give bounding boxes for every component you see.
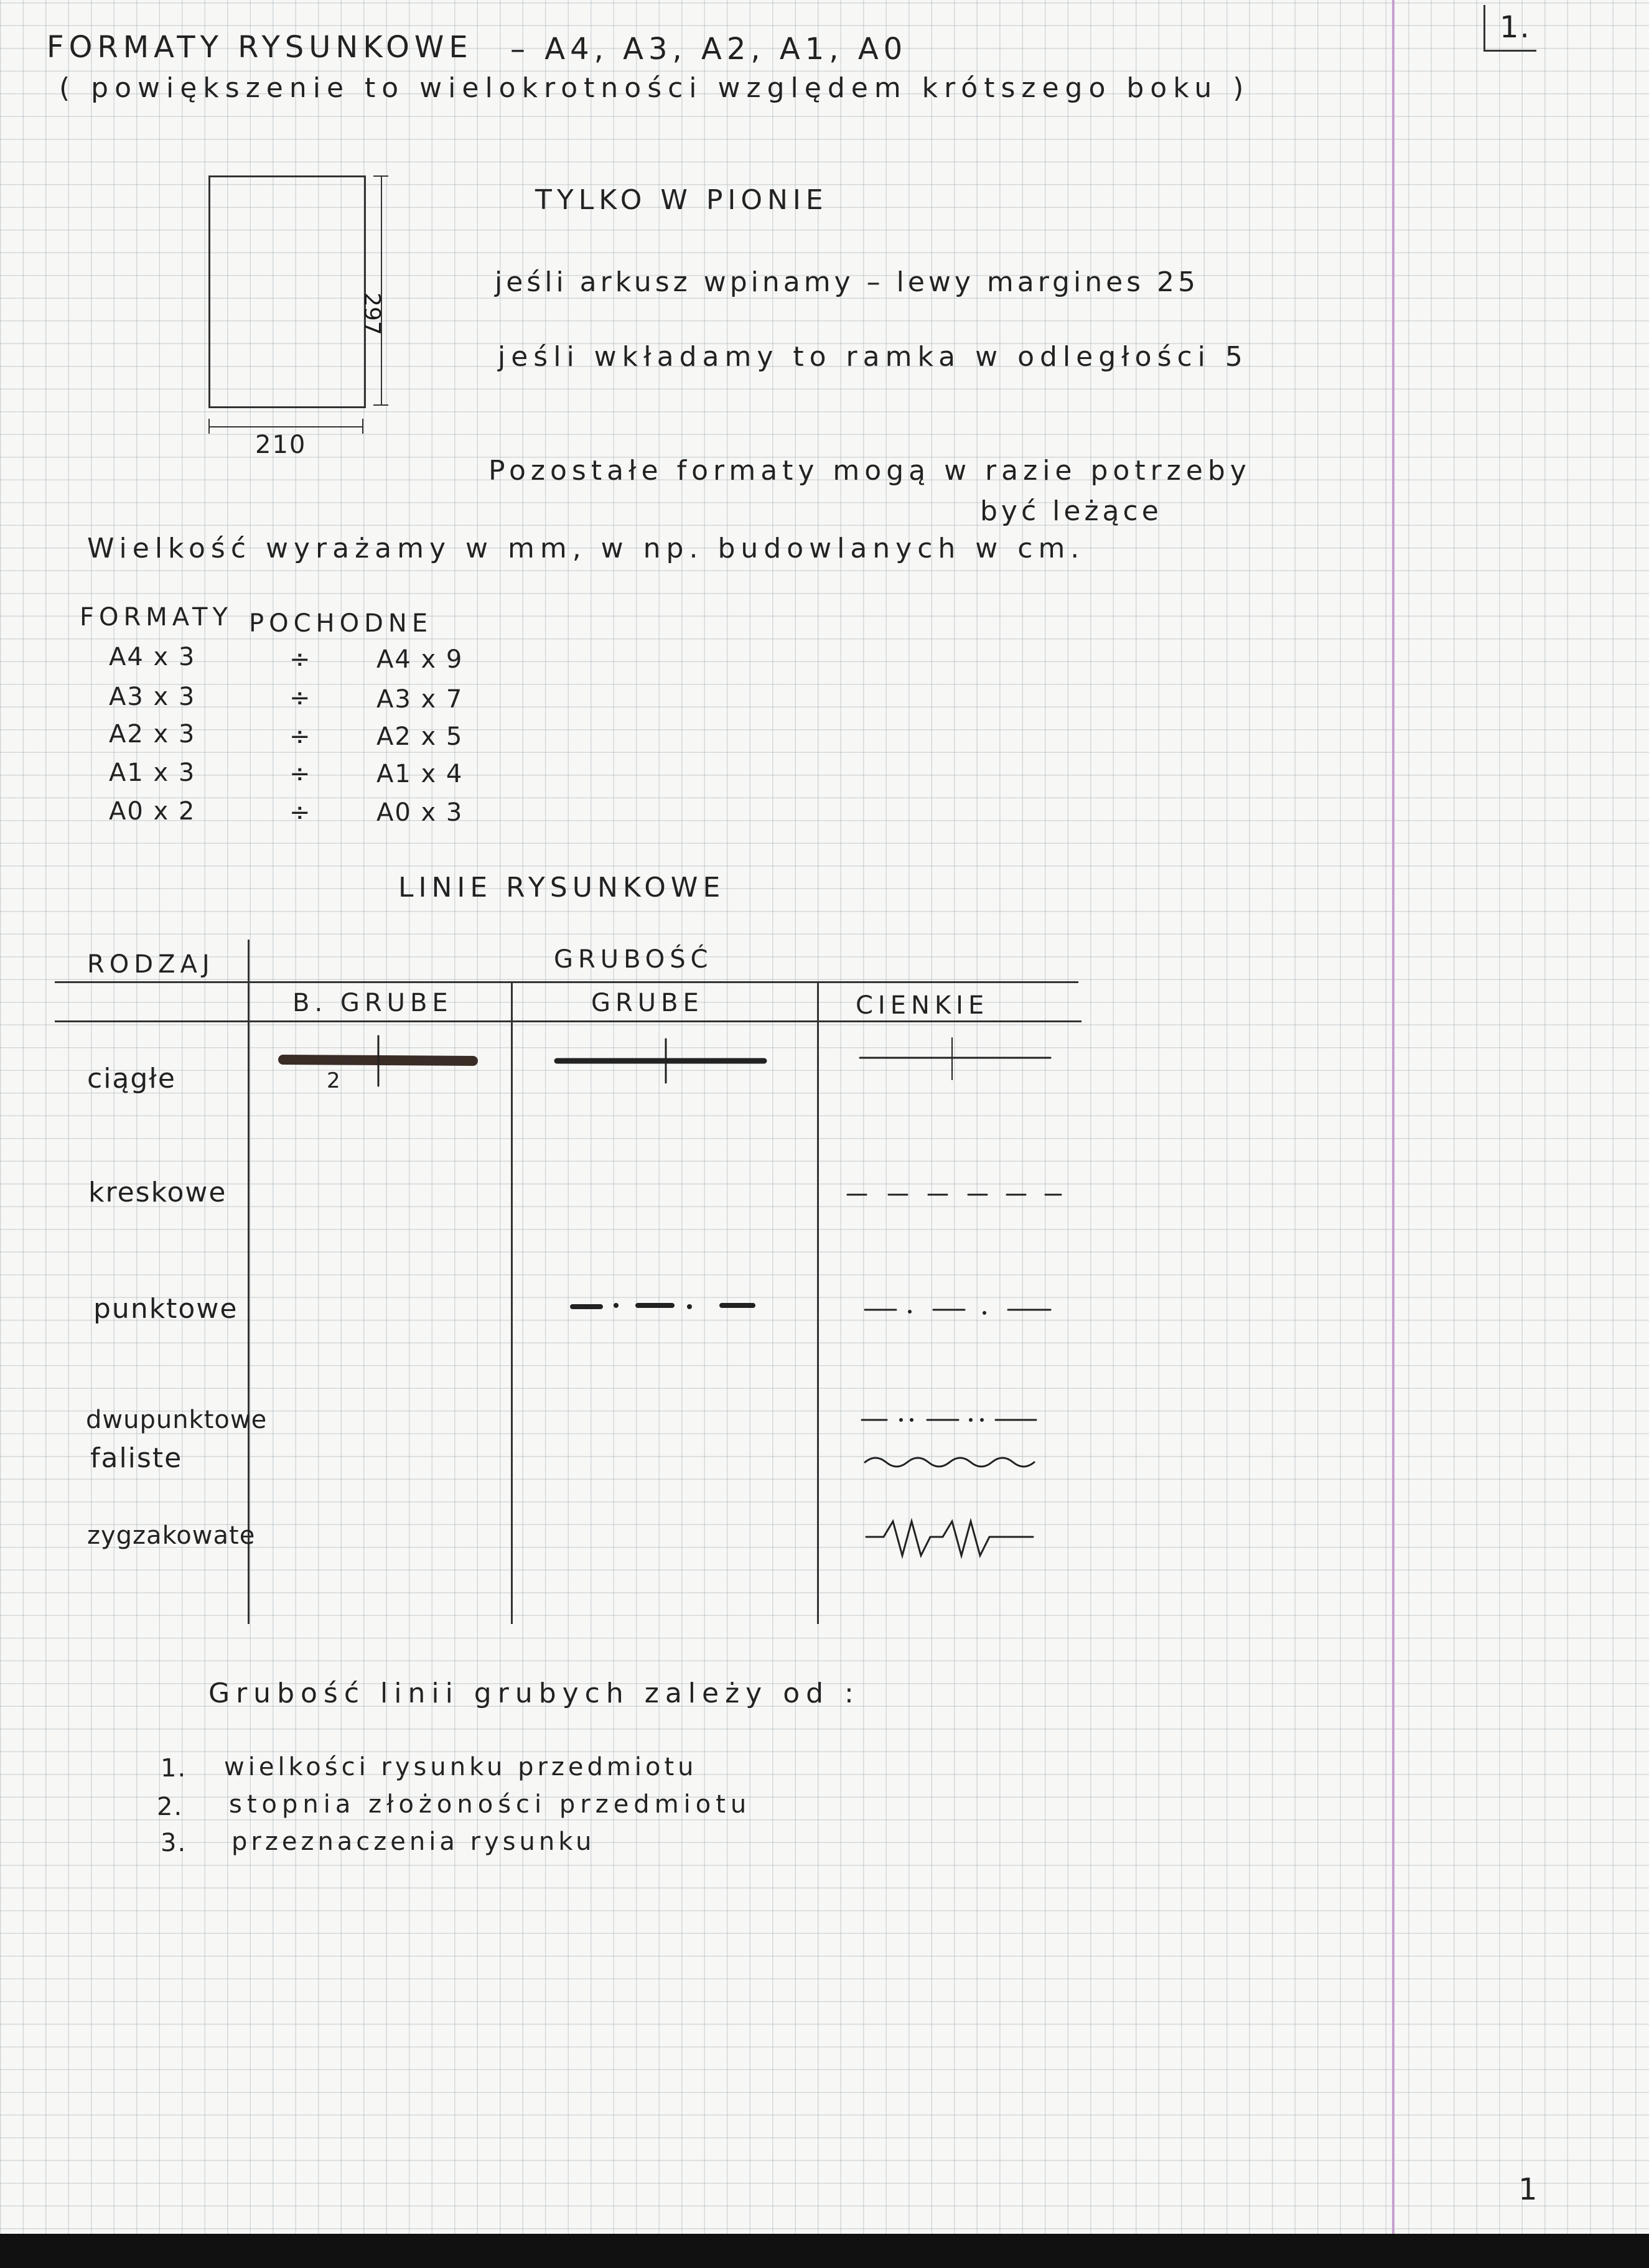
row-dotted: punktowe	[93, 1293, 238, 1325]
row-continuous: ciągłe	[87, 1063, 176, 1094]
derived-header-derived: POCHODNE	[249, 609, 433, 638]
derived-row-right: A2 x 5	[376, 722, 464, 751]
page-number-top: 1.	[1500, 10, 1531, 45]
list-item: przeznaczenia rysunku	[231, 1827, 596, 1856]
divide-sign: ÷	[289, 798, 312, 827]
dot	[899, 1418, 903, 1422]
row-double-dotted: dwupunktowe	[86, 1406, 268, 1434]
thick-line-dimension: 2	[327, 1068, 342, 1093]
page-number-bottom: 1	[1518, 2172, 1539, 2207]
scan-edge	[0, 2234, 1649, 2268]
thin-wavy-line	[865, 1458, 1034, 1467]
list-number: 2.	[157, 1793, 184, 1821]
a4-height-label: 297	[359, 292, 385, 335]
derived-row-left: A3 x 3	[109, 683, 196, 711]
row-wavy: faliste	[90, 1442, 183, 1474]
dot	[908, 1310, 912, 1314]
derived-row-left: A1 x 3	[109, 758, 196, 787]
lines-table-title: LINIE RYSUNKOWE	[398, 872, 726, 903]
thin-zigzag-line	[866, 1521, 1033, 1556]
divide-sign: ÷	[289, 760, 312, 788]
derived-row-left: A4 x 3	[109, 643, 196, 671]
other-formats-note: Pozostałe formaty mogą w razie potrzeby	[488, 455, 1251, 487]
heading-formats: – A4, A3, A2, A1, A0	[510, 32, 908, 67]
derived-row-right: A4 x 9	[376, 645, 464, 674]
punched-sheet-note: jeśli arkusz wpinamy – lewy margines 25	[495, 266, 1200, 298]
types-header: RODZAJ	[87, 950, 215, 979]
list-number: 1.	[161, 1754, 187, 1783]
dot	[980, 1418, 984, 1422]
thickness-header: GRUBOŚĆ	[554, 945, 713, 974]
divide-sign: ÷	[289, 722, 312, 751]
heading-note: ( powiększenie to wielokrotności względem krótszego boku )	[59, 72, 1250, 104]
divide-sign: ÷	[289, 645, 312, 674]
dot	[614, 1303, 619, 1308]
thick-dot-dash-line	[572, 1305, 753, 1307]
derived-row-left: A0 x 2	[109, 797, 196, 826]
derived-row-right: A1 x 4	[376, 760, 464, 788]
units-note: Wielkość wyrażamy w mm, w np. budowlanych w cm.	[87, 533, 1085, 564]
row-zigzag: zygzakowate	[87, 1521, 256, 1550]
column-thick: GRUBE	[591, 989, 704, 1017]
column-thin: CIENKIE	[856, 991, 989, 1020]
derived-row-right: A3 x 7	[376, 685, 464, 714]
heading-title: FORMATY RYSUNKOWE	[47, 30, 473, 65]
derived-row-left: A2 x 3	[109, 720, 196, 749]
column-very-thick: B. GRUBE	[292, 989, 453, 1017]
inserted-sheet-note: jeśli wkładamy to ramka w odległości 5	[498, 341, 1248, 373]
dot	[687, 1304, 692, 1309]
list-number: 3.	[161, 1829, 187, 1857]
dot	[983, 1311, 986, 1315]
list-item: wielkości rysunku przedmiotu	[224, 1753, 698, 1781]
a4-width-label: 210	[255, 431, 307, 459]
dot	[910, 1418, 913, 1422]
other-formats-note-continued: być leżące	[980, 495, 1162, 527]
derived-row-right: A0 x 3	[376, 798, 464, 827]
divide-sign: ÷	[289, 684, 312, 712]
only-vertical-label: TYLKO W PIONIE	[535, 184, 828, 216]
list-item: stopnia złożoności przedmiotu	[229, 1790, 752, 1819]
dot	[969, 1418, 973, 1422]
derived-header-formats: FORMATY	[80, 603, 233, 632]
thickness-intro: Grubość linii grubych zależy od :	[208, 1678, 860, 1709]
row-dashed: kreskowe	[88, 1177, 227, 1208]
